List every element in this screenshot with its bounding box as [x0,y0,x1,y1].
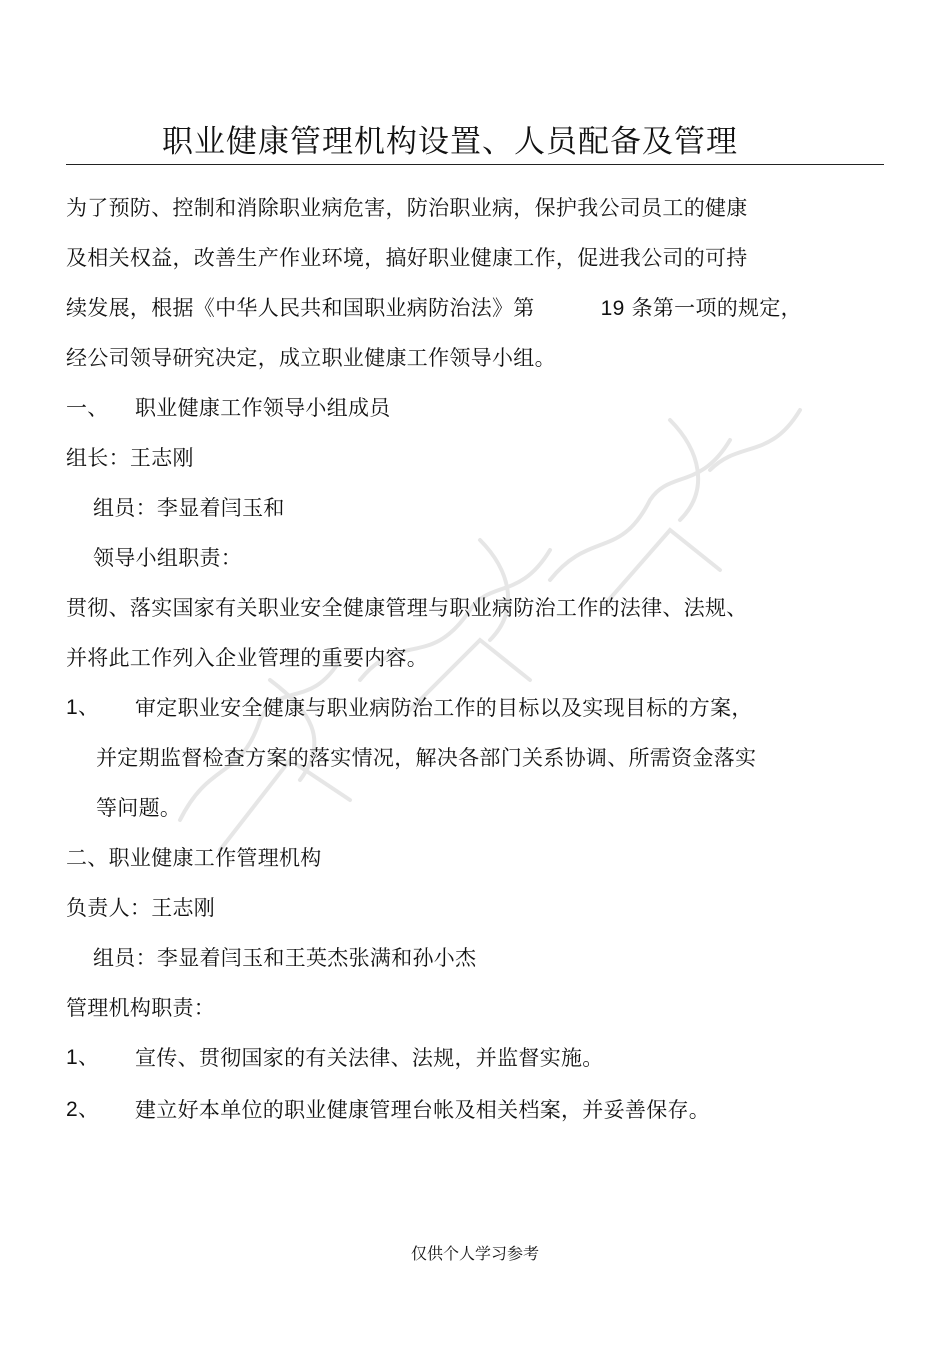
section1-heading: 职业健康工作领导小组成员 [135,396,391,420]
section2-item1-text: 宣传、贯彻国家的有关法律、法规，并监督实施。 [135,1046,604,1070]
section2-item2-marker: 2、 [66,1098,100,1121]
section1-duty-heading: 领导小组职责： [93,546,243,570]
intro-line-4: 经公司领导研究决定，成立职业健康工作领导小组。 [66,346,556,370]
section1-item1-line-3: 等问题。 [96,796,182,820]
section2-members: 组员：李显着闫玉和王英杰张满和孙小杰 [93,946,477,970]
section2-item1-marker: 1、 [66,1046,100,1069]
section1-leader: 组长：王志刚 [66,446,194,470]
section1-item1-line-1: 审定职业安全健康与职业病防治工作的目标以及实现目标的方案， [135,696,753,720]
intro-line-3-text-b: 条第一项的规定， [631,296,802,320]
article-number: 19 [600,297,625,320]
title-underline [66,164,884,165]
section1-marker: 一、 [66,396,109,420]
section2-leader: 负责人：王志刚 [66,896,216,920]
intro-line-1: 为了预防、控制和消除职业病危害，防治职业病，保护我公司员工的健康 [66,196,748,220]
section1-item1-marker: 1、 [66,696,100,719]
document-title: 职业健康管理机构设置、人员配备及管理 [162,124,738,160]
section2-heading: 二、职业健康工作管理机构 [66,846,322,870]
section1-item1-line-2: 并定期监督检查方案的落实情况，解决各部门关系协调、所需资金落实 [96,746,757,770]
intro-line-2: 及相关权益，改善生产作业环境，搞好职业健康工作，促进我公司的可持 [66,246,748,270]
page-footer: 仅供个人学习参考 [410,1244,539,1263]
intro-line-3-text-a: 续发展，根据《中华人民共和国职业病防治法》第 [66,296,535,320]
section2-duty-heading: 管理机构职责： [66,996,216,1020]
section1-members: 组员：李显着闫玉和 [93,496,285,520]
section2-item2-text: 建立好本单位的职业健康管理台帐及相关档案，并妥善保存。 [135,1098,711,1122]
intro-line-3 [66,293,802,324]
section1-duty-line-2: 并将此工作列入企业管理的重要内容。 [66,646,429,670]
section1-duty-line-1: 贯彻、落实国家有关职业安全健康管理与职业病防治工作的法律、法规、 [66,596,748,620]
